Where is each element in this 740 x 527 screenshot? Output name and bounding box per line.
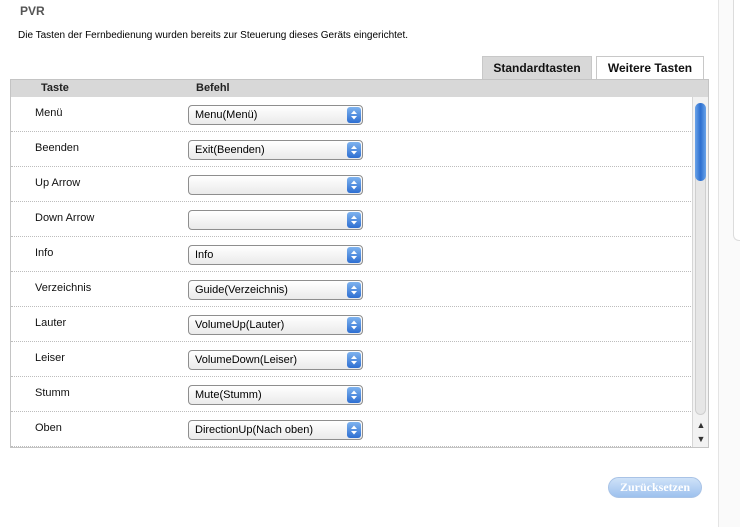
command-select[interactable] xyxy=(188,315,363,335)
key-label: Menü xyxy=(35,107,63,119)
command-select-value: Info xyxy=(195,249,214,261)
table-row xyxy=(11,237,691,272)
table-row xyxy=(11,202,691,237)
intro-text: Die Tasten der Fernbedienung wurden bereits zur Steuerung dieses Geräts eingerichtet. xyxy=(18,30,409,41)
scroll-up-arrow-icon[interactable]: ▲ xyxy=(696,420,706,430)
key-label: Lauter xyxy=(35,317,67,329)
key-label: Verzeichnis xyxy=(35,282,92,294)
table-row xyxy=(11,307,691,342)
command-select-value: Mute(Stumm) xyxy=(195,389,262,401)
command-select-value: VolumeDown(Leiser) xyxy=(195,354,298,366)
command-select[interactable] xyxy=(188,385,363,405)
key-label: Up Arrow xyxy=(35,177,81,189)
key-label: Info xyxy=(35,247,54,259)
up-down-chevron-icon xyxy=(347,177,361,193)
command-select[interactable] xyxy=(188,245,363,265)
up-down-chevron-icon xyxy=(347,107,361,123)
table-row xyxy=(11,167,691,202)
scrollbar-thumb[interactable] xyxy=(695,103,706,181)
command-select[interactable] xyxy=(188,350,363,370)
right-panel-edge xyxy=(718,0,740,527)
up-down-chevron-icon xyxy=(347,247,361,263)
table-row xyxy=(11,412,691,447)
command-select-value: Menu(Menü) xyxy=(195,109,258,121)
table-row xyxy=(11,272,691,307)
command-select[interactable] xyxy=(188,210,363,230)
up-down-chevron-icon xyxy=(347,282,361,298)
table-header xyxy=(11,80,708,97)
up-down-chevron-icon xyxy=(347,317,361,333)
key-label: Leiser xyxy=(35,352,65,364)
vertical-scrollbar[interactable] xyxy=(692,97,708,447)
key-label: Oben xyxy=(35,422,62,434)
command-select[interactable] xyxy=(188,280,363,300)
table-row xyxy=(11,97,691,132)
key-label: Beenden xyxy=(35,142,80,154)
command-select[interactable] xyxy=(188,140,363,160)
key-mapping-table xyxy=(10,79,709,448)
page-title: PVR xyxy=(20,4,45,18)
key-label: Down Arrow xyxy=(35,212,95,224)
command-select[interactable] xyxy=(188,420,363,440)
command-select-value: DirectionUp(Nach oben) xyxy=(195,424,313,436)
up-down-chevron-icon xyxy=(347,422,361,438)
up-down-chevron-icon xyxy=(347,212,361,228)
tab-weitere-tasten[interactable]: Weitere Tasten xyxy=(596,56,704,79)
column-header-taste: Taste xyxy=(41,82,69,94)
command-select[interactable] xyxy=(188,175,363,195)
column-header-befehl: Befehl xyxy=(196,82,230,94)
right-panel-frame xyxy=(733,0,740,241)
up-down-chevron-icon xyxy=(347,352,361,368)
key-label: Stumm xyxy=(35,387,70,399)
command-select-value: Guide(Verzeichnis) xyxy=(195,284,288,296)
table-row xyxy=(11,132,691,167)
command-select-value: VolumeUp(Lauter) xyxy=(195,319,285,331)
table-row xyxy=(11,377,691,412)
command-select[interactable] xyxy=(188,105,363,125)
table-body xyxy=(11,97,691,447)
reset-button[interactable]: Zurücksetzen xyxy=(608,477,702,498)
up-down-chevron-icon xyxy=(347,142,361,158)
tab-standardtasten[interactable]: Standardtasten xyxy=(482,56,592,79)
table-row xyxy=(11,342,691,377)
scroll-down-arrow-icon[interactable]: ▼ xyxy=(696,434,706,444)
up-down-chevron-icon xyxy=(347,387,361,403)
command-select-value: Exit(Beenden) xyxy=(195,144,265,156)
